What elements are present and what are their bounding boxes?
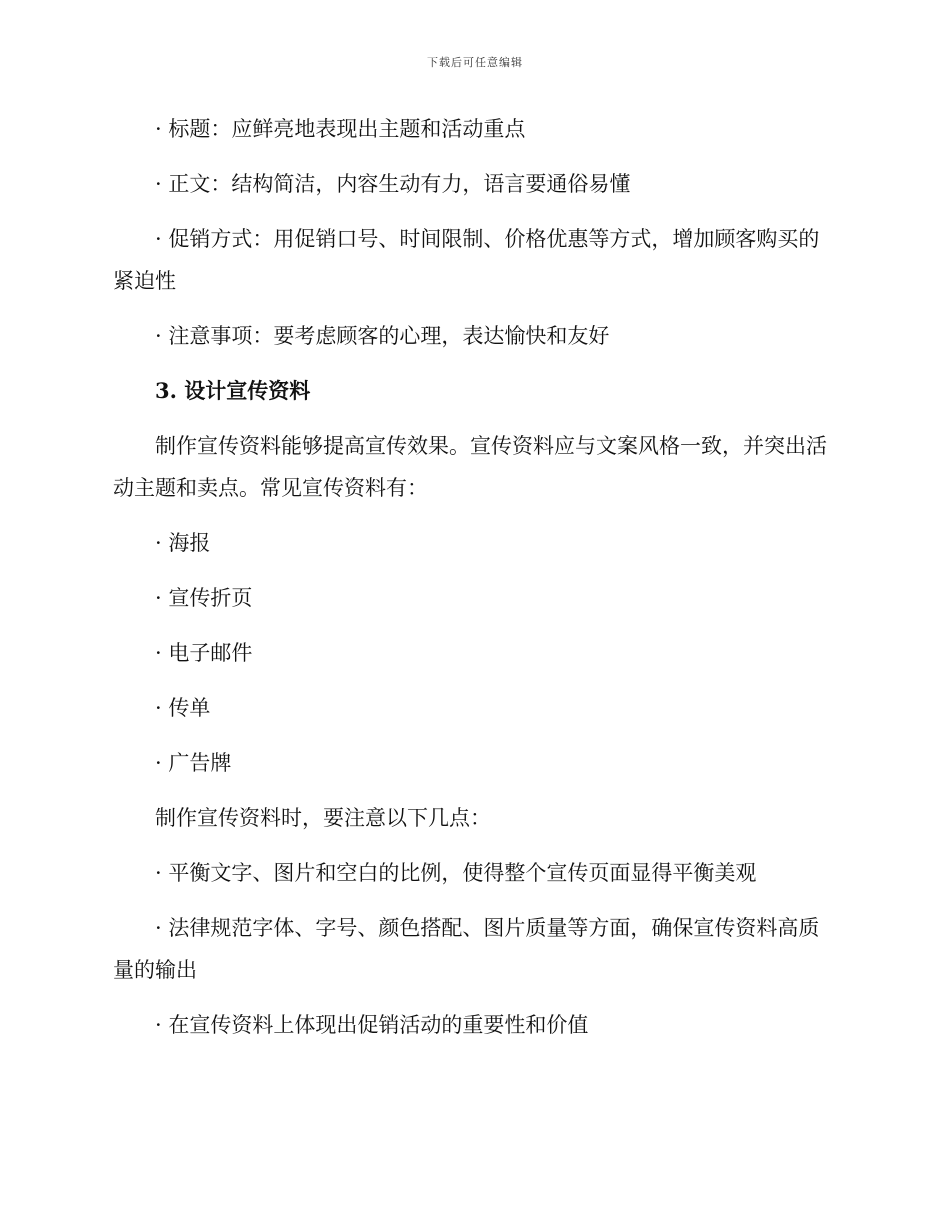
bullet-poster: · 海报 <box>155 531 211 555</box>
document-body <box>113 108 831 1059</box>
bullet-billboard: · 广告牌 <box>155 751 232 775</box>
intro-paragraph: 制作宣传资料能够提高宣传效果。宣传资料应与文案风格一致，并突出活动主题和卖点。常见宣传资料有： <box>113 434 827 500</box>
bullet-importance: · 在宣传资料上体现出促销活动的重要性和价值 <box>155 1013 589 1037</box>
bullet-email: · 电子邮件 <box>155 641 253 665</box>
bullet-notes: · 注意事项：要考虑顾客的心理，表达愉快和友好 <box>155 324 610 348</box>
bullet-quality: · 法律规范字体、字号、颜色搭配、图片质量等方面，确保宣传资料高质量的输出 <box>113 916 820 982</box>
bullet-brochure: · 宣传折页 <box>155 586 253 610</box>
bullet-promotion-method: · 促销方式：用促销口号、时间限制、价格优惠等方式，增加顾客购买的紧迫性 <box>113 227 820 293</box>
page-header: 下载后可任意编辑 <box>427 56 523 69</box>
bullet-flyer: · 传单 <box>155 696 211 720</box>
bullet-balance: · 平衡文字、图片和空白的比例，使得整个宣传页面显得平衡美观 <box>155 861 757 885</box>
bullet-body-text: · 正文：结构简洁，内容生动有力，语言要通俗易懂 <box>155 172 631 196</box>
section-heading: 3. 设计宣传资料 <box>155 378 311 403</box>
bullet-title: · 标题：应鲜亮地表现出主题和活动重点 <box>155 117 526 141</box>
notes-intro-paragraph: 制作宣传资料时，要注意以下几点： <box>155 806 491 830</box>
